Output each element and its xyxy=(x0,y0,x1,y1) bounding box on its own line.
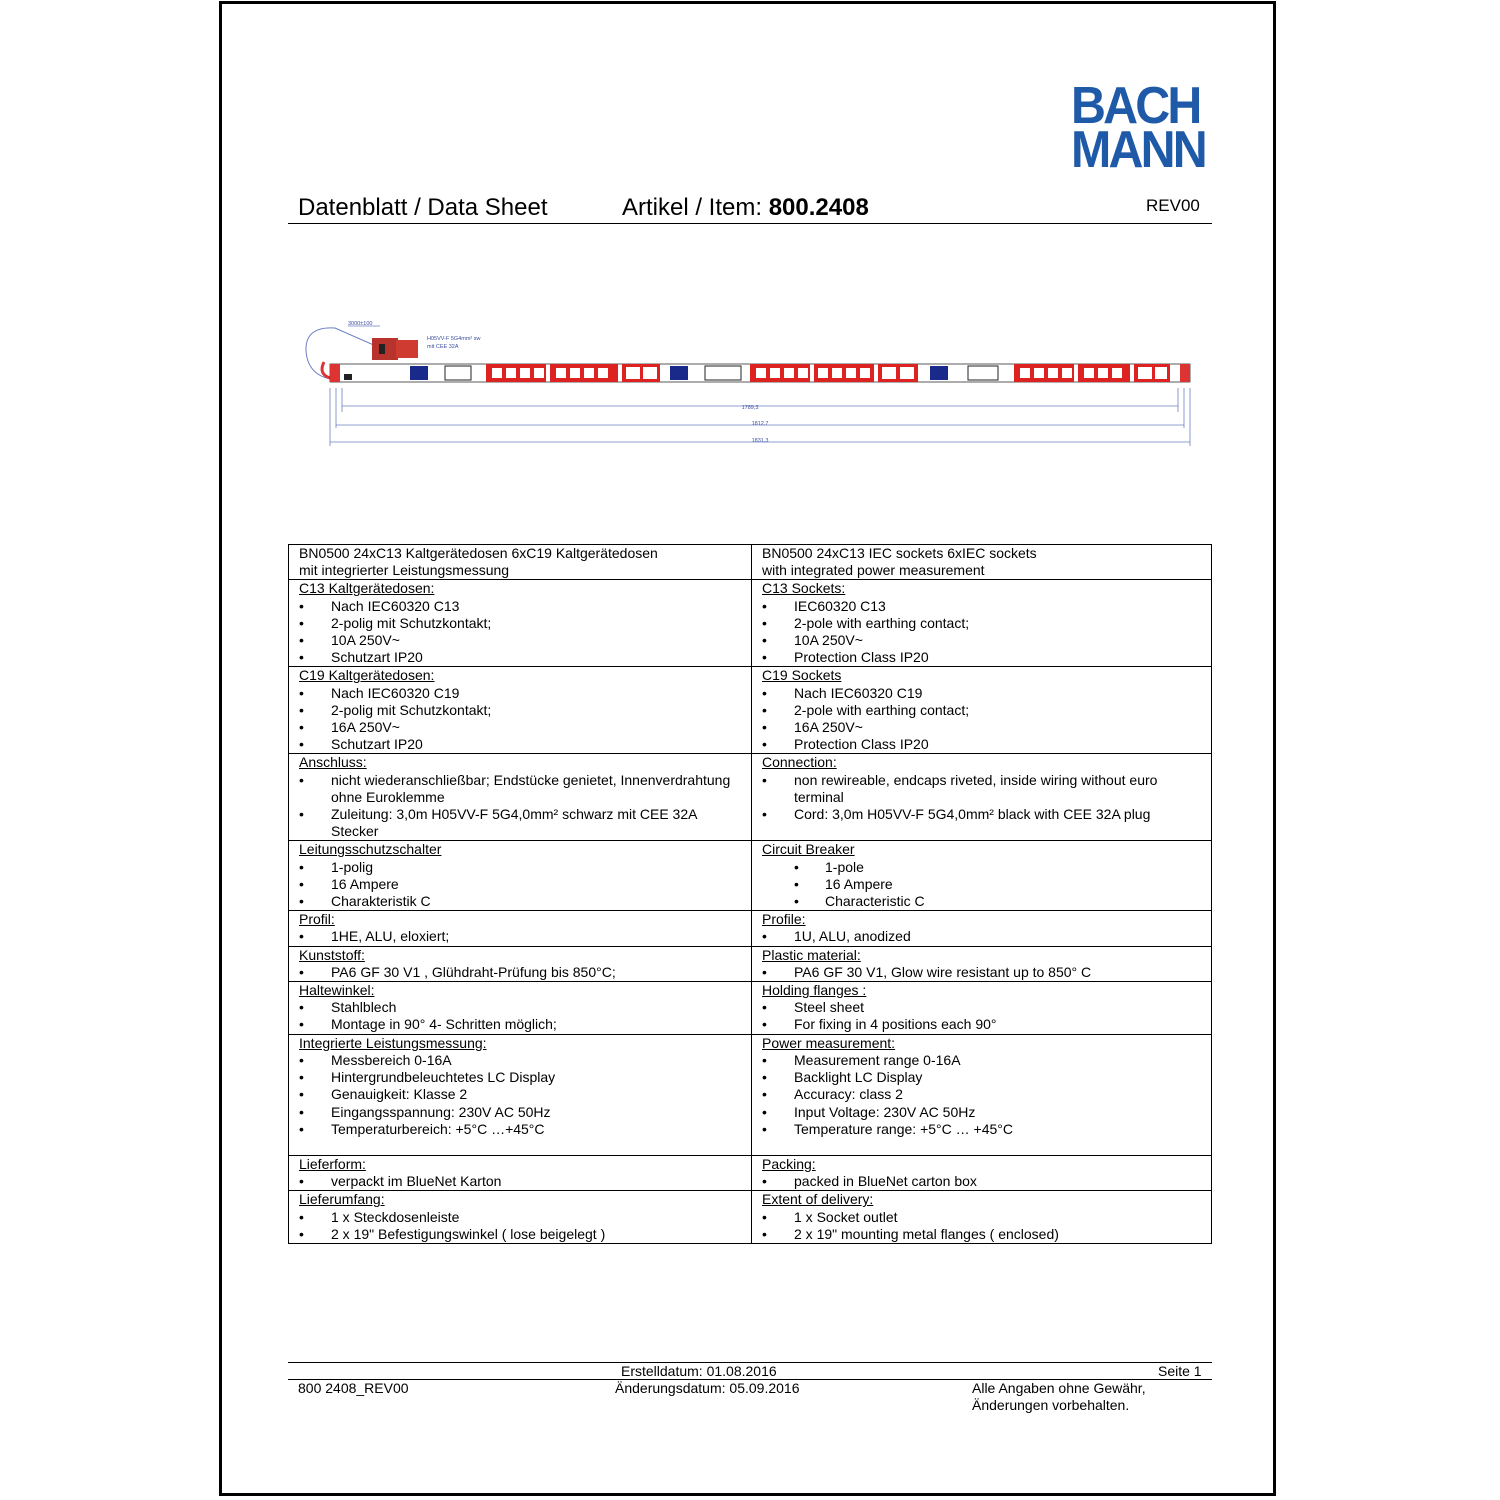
bullet-list xyxy=(762,772,1203,824)
list-item: • 10A 250V~ xyxy=(299,632,743,649)
list-item: • 16 Ampere xyxy=(762,876,1203,893)
changed-date: Änderungsdatum: 05.09.2016 xyxy=(615,1380,800,1396)
spec-cell-en xyxy=(752,1034,1212,1155)
list-item: • Temperature range: +5°C … +45°C xyxy=(762,1121,1203,1138)
bullet-list xyxy=(762,928,1203,945)
cable-bend xyxy=(322,362,330,378)
table-row xyxy=(289,982,1212,1035)
product-subtitle-en: with integrated power measurement xyxy=(762,562,985,579)
spec-cell-en xyxy=(752,667,1212,754)
list-item: • 1U, ALU, anodized xyxy=(762,928,1203,945)
list-item: • 1-polig xyxy=(299,859,743,876)
bullet-list xyxy=(762,964,1203,981)
bullet-list xyxy=(762,1173,1203,1190)
list-item: • Eingangsspannung: 230V AC 50Hz xyxy=(299,1104,743,1121)
item-heading xyxy=(622,194,869,222)
dim-label-inner: 1789,3 xyxy=(741,405,759,411)
dim-label-mid: 1812,7 xyxy=(751,421,769,427)
list-item: • Stahlblech xyxy=(299,999,743,1016)
product-subtitle-de: mit integrierter Leistungsmessung xyxy=(299,562,510,579)
bullet-list xyxy=(299,1209,743,1243)
bullet-list xyxy=(762,685,1203,754)
list-item: • 1 x Socket outlet xyxy=(762,1209,1203,1226)
bullet-list xyxy=(299,1173,743,1190)
bullet-list xyxy=(299,1052,743,1138)
spec-cell-en xyxy=(752,1191,1212,1244)
bullet-list xyxy=(299,598,743,667)
pdu-drawing xyxy=(300,316,1200,456)
cable-length-label: 3000±100 xyxy=(348,321,373,327)
disclaimer-line-2: Änderungen vorbehalten. xyxy=(972,1397,1130,1413)
list-item: • 1 x Steckdosenleiste xyxy=(299,1209,743,1226)
list-item: • Charakteristik C xyxy=(299,893,743,910)
list-item: • PA6 GF 30 V1 , Glühdraht-Prüfung bis 850°C; xyxy=(299,964,743,981)
section-heading: Holding flanges : xyxy=(762,982,867,999)
lcd-display-2 xyxy=(670,366,688,380)
spec-cell-en xyxy=(752,982,1212,1035)
section-heading: Connection: xyxy=(762,754,837,771)
section-heading: Profile: xyxy=(762,911,806,928)
document-title: Datenblatt / Data Sheet xyxy=(298,194,548,221)
list-item: • 1-pole xyxy=(762,859,1203,876)
section-heading: C13 Kaltgerätedosen: xyxy=(299,580,435,597)
dim-label-outer: 1831,3 xyxy=(751,438,769,444)
cee-plug-head xyxy=(396,340,418,358)
list-item: • Accuracy: class 2 xyxy=(762,1086,1203,1103)
spec-cell-de xyxy=(289,841,752,911)
section-heading: Leitungsschutzschalter xyxy=(299,841,442,858)
table-row xyxy=(289,545,1212,580)
lcd-display-3 xyxy=(930,366,948,380)
spec-cell-de xyxy=(289,946,752,981)
bullet-list xyxy=(762,859,1203,911)
end-cap-left xyxy=(330,364,340,382)
table-row xyxy=(289,754,1212,841)
feed-block xyxy=(344,374,352,380)
section-heading: Power measurement: xyxy=(762,1034,896,1051)
bachmann-logo xyxy=(1071,77,1205,179)
logo-line-1: BACH xyxy=(1071,77,1200,135)
list-item: • 1HE, ALU, eloxiert; xyxy=(299,928,743,945)
list-item: • Cord: 3,0m H05VV-F 5G4,0mm² black with CEE 32A plug xyxy=(762,806,1203,823)
spec-cell-en xyxy=(752,754,1212,841)
table-row xyxy=(289,667,1212,754)
bullet-list xyxy=(299,859,743,911)
cable-note-1: H05VV-F 5G4mm² sw xyxy=(427,336,481,342)
spec-cell-en xyxy=(752,946,1212,981)
list-item: • 16 Ampere xyxy=(299,876,743,893)
bullet-list xyxy=(762,1209,1203,1243)
section-heading: C19 Sockets xyxy=(762,667,842,684)
section-heading: C19 Kaltgerätedosen: xyxy=(299,667,435,684)
cell-spacer xyxy=(762,1138,1203,1155)
cable-note-2: mit CEE 32A xyxy=(427,344,459,350)
section-heading: Lieferumfang: xyxy=(299,1191,385,1208)
list-item: • 2 x 19" mounting metal flanges ( enclosed) xyxy=(762,1226,1203,1243)
list-item: • Backlight LC Display xyxy=(762,1069,1203,1086)
spec-cell-de xyxy=(289,1155,752,1190)
list-item: • Temperaturbereich: +5°C …+45°C xyxy=(299,1121,743,1138)
spec-cell-de xyxy=(289,754,752,841)
section-heading: Anschluss: xyxy=(299,754,367,771)
product-title-de: BN0500 24xC13 Kaltgerätedosen 6xC19 Kaltgerätedosen xyxy=(299,545,658,561)
list-item: • 2-polig mit Schutzkontakt; xyxy=(299,702,743,719)
document-id: 800 2408_REV00 xyxy=(298,1380,409,1396)
table-row xyxy=(289,580,1212,667)
spec-cell-de xyxy=(289,1191,752,1244)
title-divider xyxy=(288,223,1212,224)
section-heading: Extent of delivery: xyxy=(762,1191,874,1208)
list-item: • Messbereich 0-16A xyxy=(299,1052,743,1069)
table-row xyxy=(289,911,1212,946)
list-item: • verpackt im BlueNet Karton xyxy=(299,1173,743,1190)
section-heading: Packing: xyxy=(762,1155,816,1172)
spec-cell-en xyxy=(752,841,1212,911)
spec-cell-de xyxy=(289,1034,752,1155)
list-item: • 16A 250V~ xyxy=(762,719,1203,736)
section-heading: Profil: xyxy=(299,911,335,928)
list-item: • Protection Class IP20 xyxy=(762,649,1203,666)
spec-cell-de xyxy=(289,667,752,754)
spec-cell-de xyxy=(289,580,752,667)
end-cap-right xyxy=(1180,364,1190,382)
section-heading: C13 Sockets: xyxy=(762,580,846,597)
list-item: • Genauigkeit: Klasse 2 xyxy=(299,1086,743,1103)
spec-cell-de xyxy=(289,911,752,946)
bullet-list xyxy=(299,999,743,1033)
list-item: • 2 x 19" Befestigungswinkel ( lose beigelegt ) xyxy=(299,1226,743,1243)
spec-cell-de xyxy=(289,982,752,1035)
list-item: • Schutzart IP20 xyxy=(299,649,743,666)
table-row xyxy=(289,1034,1212,1155)
list-item: • nicht wiederanschließbar; Endstücke genietet, Innenverdrahtung ohne Euroklemme xyxy=(299,772,743,806)
spec-cell-en xyxy=(752,580,1212,667)
cee-plug-grip xyxy=(379,344,385,354)
page-number: Seite 1 xyxy=(1158,1363,1202,1379)
list-item: • Nach IEC60320 C19 xyxy=(299,685,743,702)
lcd-display-1 xyxy=(410,366,428,380)
list-item: • Zuleitung: 3,0m H05VV-F 5G4,0mm² schwarz mit CEE 32A Stecker xyxy=(299,806,743,840)
list-item: • packed in BlueNet carton box xyxy=(762,1173,1203,1190)
list-item: • non rewireable, endcaps riveted, inside wiring without euro terminal xyxy=(762,772,1203,806)
section-heading: Haltewinkel: xyxy=(299,982,375,999)
list-item: • 10A 250V~ xyxy=(762,632,1203,649)
section-heading: Circuit Breaker xyxy=(762,841,855,858)
list-item: • Measurement range 0-16A xyxy=(762,1052,1203,1069)
list-item: • 2-polig mit Schutzkontakt; xyxy=(299,615,743,632)
list-item: • 16A 250V~ xyxy=(299,719,743,736)
spec-cell-de xyxy=(289,545,752,580)
list-item: • IEC60320 C13 xyxy=(762,598,1203,615)
spec-cell-en xyxy=(752,545,1212,580)
list-item: • Input Voltage: 230V AC 50Hz xyxy=(762,1104,1203,1121)
list-item: • Nach IEC60320 C19 xyxy=(762,685,1203,702)
list-item: • PA6 GF 30 V1, Glow wire resistant up to 850° C xyxy=(762,964,1203,981)
bullet-list xyxy=(762,1052,1203,1138)
table-row xyxy=(289,1155,1212,1190)
logo-line-2: MANN xyxy=(1071,121,1205,179)
section-heading: Lieferform: xyxy=(299,1155,366,1172)
product-title-en: BN0500 24xC13 IEC sockets 6xIEC sockets xyxy=(762,545,1037,561)
list-item: • For fixing in 4 positions each 90° xyxy=(762,1016,1203,1033)
list-item: • Montage in 90° 4- Schritten möglich; xyxy=(299,1016,743,1033)
section-heading: Integrierte Leistungsmessung: xyxy=(299,1034,487,1051)
section-heading: Kunststoff: xyxy=(299,946,365,963)
table-row xyxy=(289,841,1212,911)
list-item: • 2-pole with earthing contact; xyxy=(762,615,1203,632)
bullet-list xyxy=(299,928,743,945)
section-heading: Plastic material: xyxy=(762,946,861,963)
item-number: 800.2408 xyxy=(768,194,869,221)
spec-cell-en xyxy=(752,911,1212,946)
list-item: • Protection Class IP20 xyxy=(762,736,1203,753)
bullet-list xyxy=(299,685,743,754)
disclaimer-line-1: Alle Angaben ohne Gewähr, xyxy=(972,1380,1146,1396)
cell-spacer xyxy=(299,1138,743,1155)
revision-label: REV00 xyxy=(1146,196,1200,215)
list-item: • 2-pole with earthing contact; xyxy=(762,702,1203,719)
list-item: • Steel sheet xyxy=(762,999,1203,1016)
bullet-list xyxy=(299,772,743,841)
bullet-list xyxy=(762,999,1203,1033)
spec-table xyxy=(288,544,1212,1244)
list-item: • Characteristic C xyxy=(762,893,1203,910)
table-row xyxy=(289,1191,1212,1244)
list-item: • Schutzart IP20 xyxy=(299,736,743,753)
bullet-list xyxy=(299,964,743,981)
bullet-list xyxy=(762,598,1203,667)
table-row xyxy=(289,946,1212,981)
item-label: Artikel / Item: xyxy=(622,194,769,221)
spec-cell-en xyxy=(752,1155,1212,1190)
list-item: • Hintergrundbeleuchtetes LC Display xyxy=(299,1069,743,1086)
list-item: • Nach IEC60320 C13 xyxy=(299,598,743,615)
created-date: Erstelldatum: 01.08.2016 xyxy=(621,1363,777,1379)
